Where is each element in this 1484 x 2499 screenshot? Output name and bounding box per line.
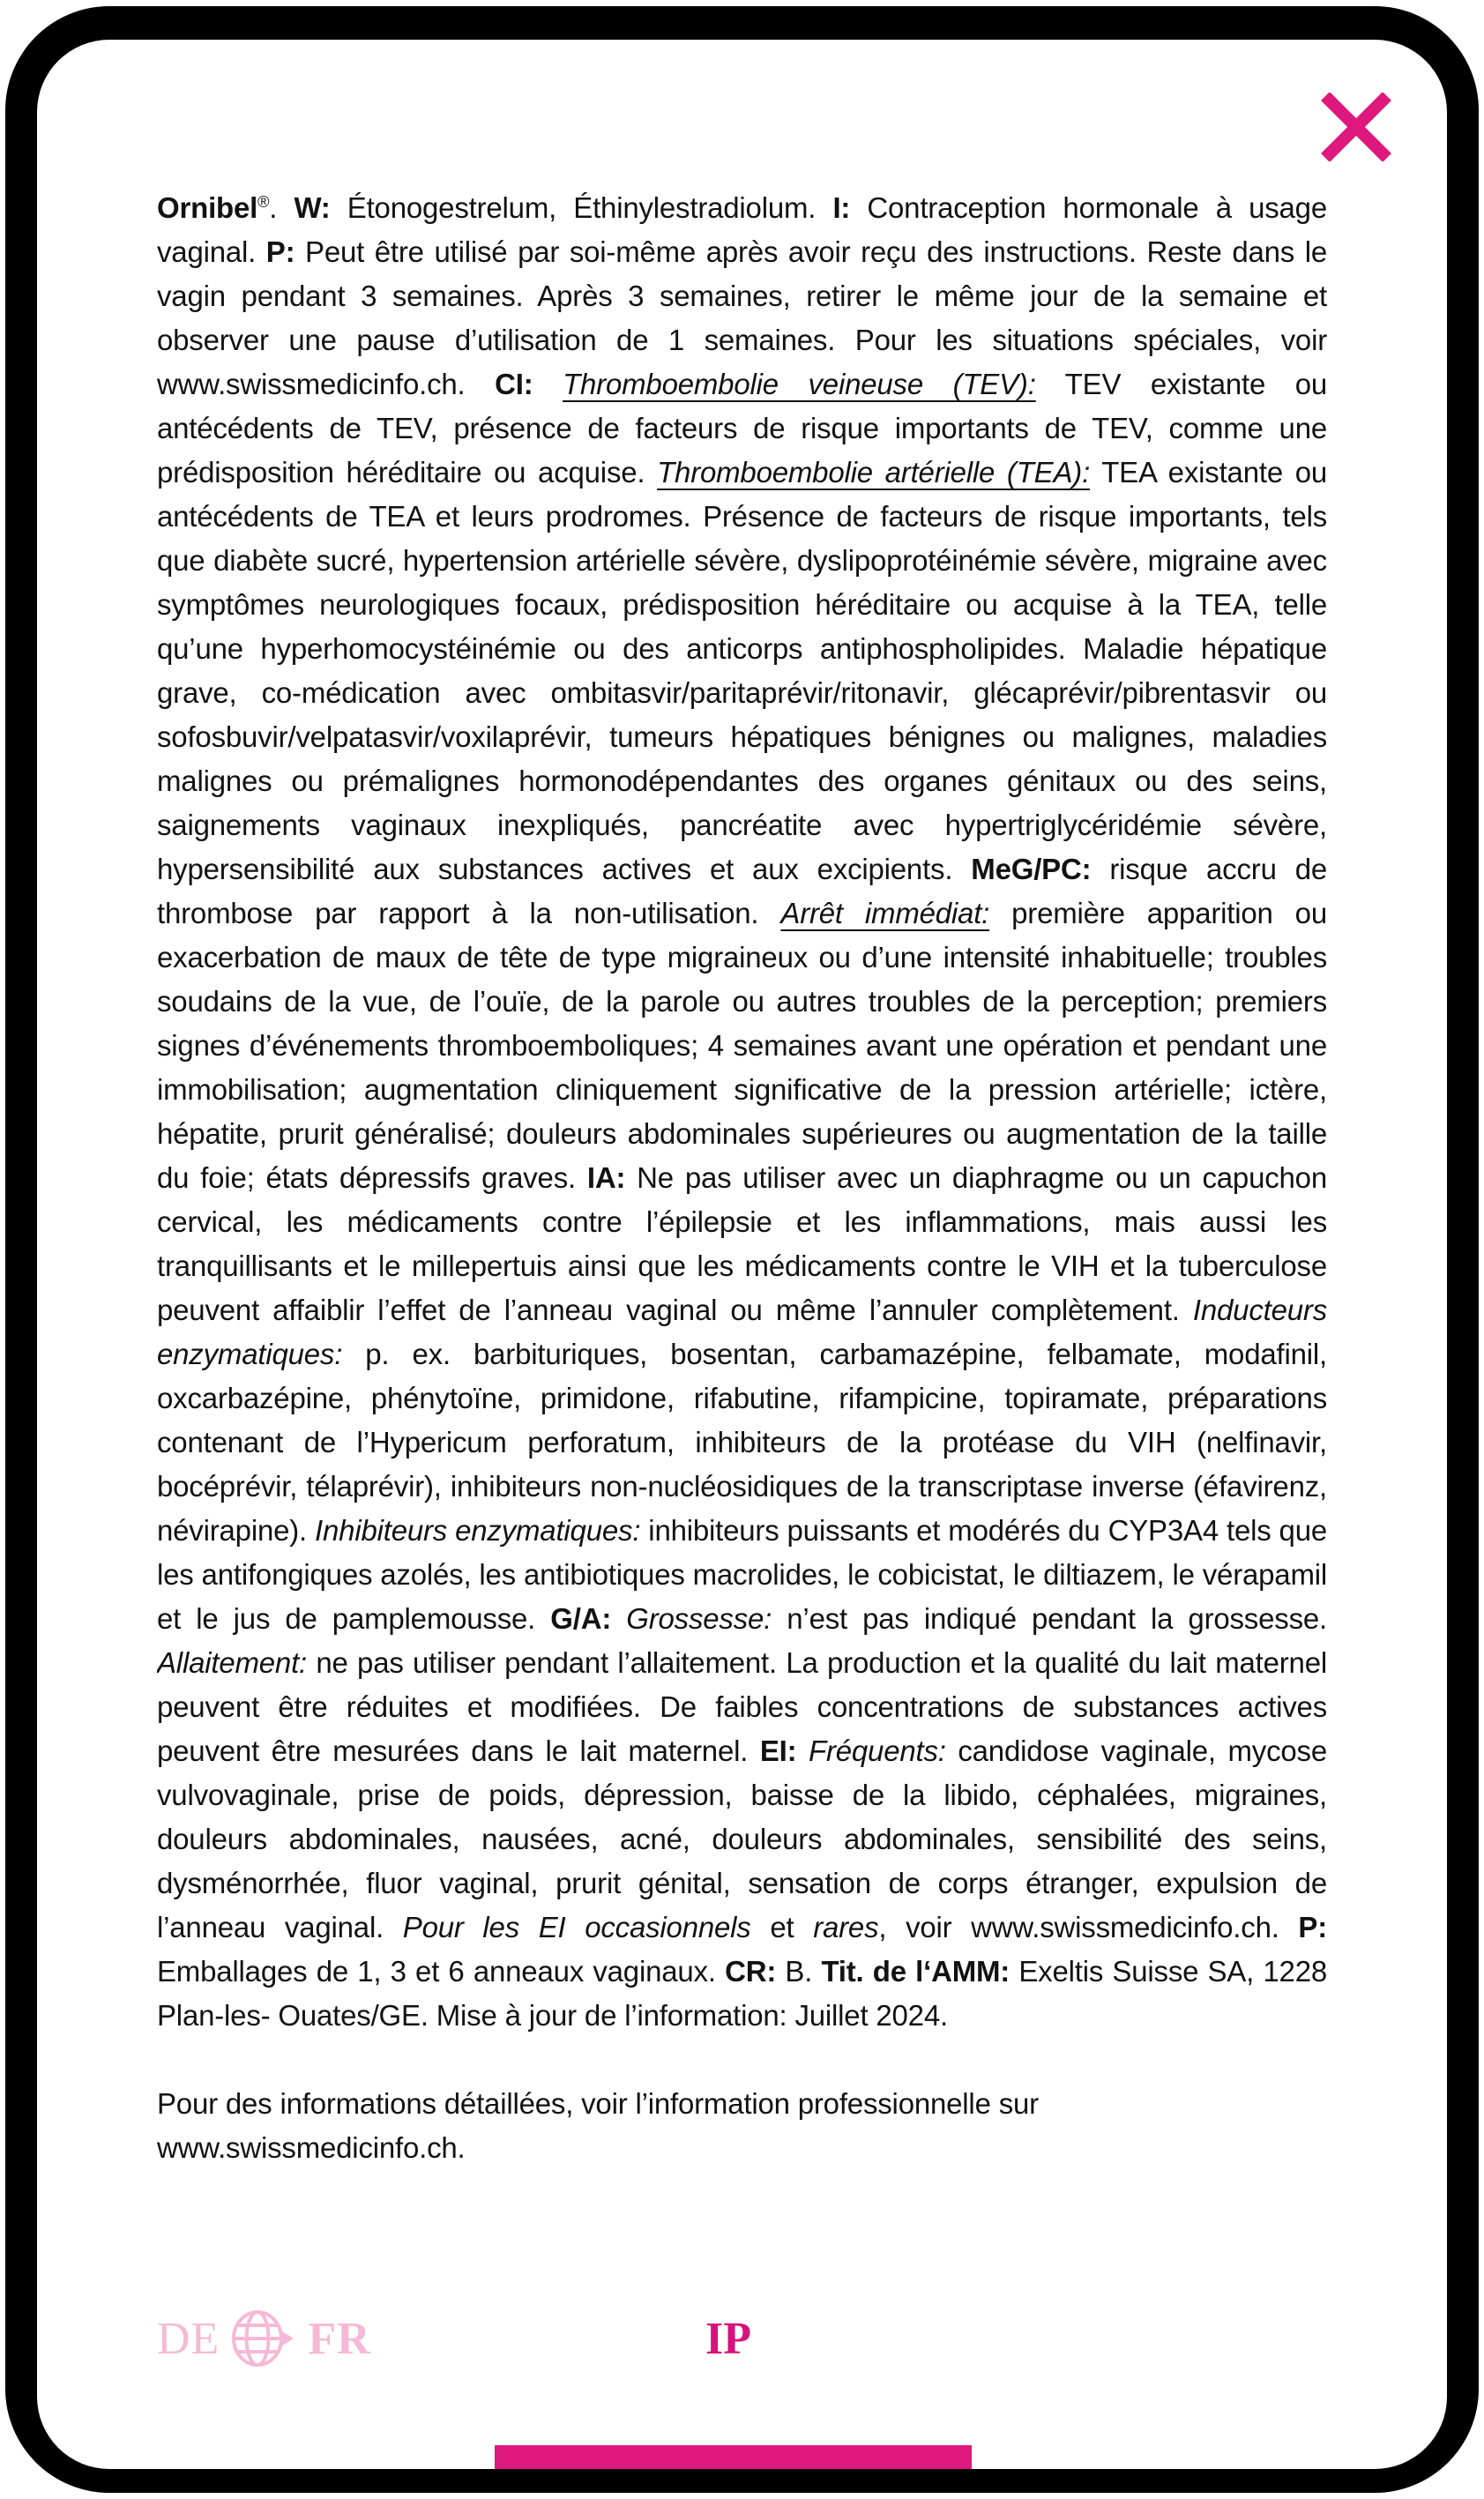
language-from-label: DE <box>157 2313 220 2364</box>
text-run: Inducteurs enzymatiques: <box>157 1294 1327 1370</box>
text-run: MeG/PC: <box>971 853 1092 885</box>
text-run: rares <box>813 1911 879 1943</box>
text-run: CI: <box>495 368 533 400</box>
text-run: risque accru de thrombose par rapport à la non-utilisation. <box>157 853 1327 929</box>
text-run: ® <box>257 193 270 211</box>
text-run: Thromboembolie artérielle (TEA): <box>657 456 1091 489</box>
text-run: et <box>750 1911 814 1943</box>
text-run: ne pas utiliser pendant l’allaitement. La production et la qualité du lait maternel peuvent être réduites et modifiées. De faibles concentrations de substances actives peuvent être mesurées dans le lait maternel. <box>157 1646 1327 1767</box>
text-run: Fréquents: <box>809 1734 946 1767</box>
globe-arrow-icon <box>232 2310 295 2367</box>
text-run: P: <box>265 235 295 268</box>
text-run: candidose vaginale, mycose vulvovaginale, prise de poids, dépression, baisse de la libido, céphalées, migraines, douleurs abdominales, nausées, acné, douleurs abdominales, sensibilité des seins, dysménorrhée, fluor vaginal, prurit génital, sensation de corps étranger, expulsion de l’anneau vaginal. <box>157 1734 1327 1943</box>
text-run: p. ex. barbituriques, bosentan, carbamazépine, felbamate, modafinil, oxcarbazépine, phénytoïne, primidone, rifabutine, rifampicine, topiramate, préparations contenant de l’Hypericum perforatum, inhibiteurs de la protéase du VIH (nelfinavir, bocéprévir, télaprévir), inhibiteurs non-nucléosidiques de la transcriptase inverse (éfavirenz, névirapine). <box>157 1338 1327 1547</box>
language-to-label: FR <box>308 2313 371 2364</box>
language-switch-button[interactable] <box>157 2308 371 2369</box>
close-icon <box>1320 93 1392 161</box>
text-run: W: <box>294 191 331 224</box>
text-run: EI: <box>759 1734 797 1767</box>
text-run: CR: <box>725 1955 777 1988</box>
text-run: Grossesse: <box>626 1602 772 1635</box>
text-run: TEA existante ou antécédents de TEA et leurs prodromes. Présence de facteurs de risque importants, tels que diabète sucré, hypertension artérielle sévère, dyslipoprotéinémie sévère, migraine avec symptômes neurologiques focaux, prédisposition héréditaire ou acquise à la TEA, telle qu’une hyperhomocystéinémie ou des anticorps antiphospholipides. Maladie hépatique grave, co-médication avec ombitasvir/paritaprévir/ritonavir, glécaprévir/pibrentasvir ou sofosbuvir/velpatasvir/voxilaprévir, tumeurs hépatiques bénignes ou malignes, maladies malignes ou prémalignes hormonodépendantes des organes génitaux ou des seins, saignements vaginaux inexpliqués, pancréatite avec hypertriglycéridémie sévère, hypersensibilité aux substances actives et aux excipients. <box>157 456 1327 885</box>
text-run: inhibiteurs puissants et modérés du CYP3A4 tels que les antifongiques azolés, les antibiotiques macrolides, le cobicistat, le diltiazem, le vérapamil et le jus de pamplemousse. <box>157 1514 1327 1635</box>
drug-information-text <box>157 186 1327 2204</box>
text-run: G/A: <box>550 1602 612 1635</box>
ip-link[interactable]: IP <box>705 2314 751 2364</box>
text-run: Allaitement: <box>157 1646 308 1679</box>
screen <box>37 40 1447 2469</box>
text-run: I: <box>832 191 851 224</box>
text-run: Exeltis Suisse SA, 1228 Plan-les- Ouates/GE. Mise à jour de l’information: Juillet 2024. <box>157 1955 1327 2032</box>
drug-info-footnote: Pour des informations détaillées, voir l’information professionnelle sur www.swissmedicinfo.ch. <box>157 2087 1039 2164</box>
close-button[interactable] <box>1320 93 1392 161</box>
bottom-accent-bar <box>495 2445 972 2469</box>
text-run: Ornibel <box>157 191 258 224</box>
text-run: Emballages de 1, 3 et 6 anneaux vaginaux. <box>157 1955 726 1988</box>
text-run: Arrêt immédiat: <box>780 897 990 929</box>
text-run: Pour les EI occasionnels <box>402 1911 751 1943</box>
text-run <box>533 368 563 400</box>
text-run: IA: <box>586 1161 626 1194</box>
text-run: , voir www.swissmedicinfo.ch. <box>878 1911 1299 1943</box>
drug-info-paragraph <box>157 186 1327 2038</box>
text-run <box>796 1734 809 1767</box>
text-run: n’est pas indiqué pendant la grossesse. <box>772 1602 1327 1635</box>
text-run: Ne pas utiliser avec un diaphragme ou un capuchon cervical, les médicaments contre l’épilepsie et les inflammations, mais aussi les tranquillisants et le millepertuis ainsi que les médicaments contre le VIH et la tuberculose peuvent affaiblir l’effet de l’anneau vaginal ou même l’annuler complètement. <box>157 1161 1327 1326</box>
device-frame <box>5 6 1479 2493</box>
text-run: Inhibiteurs enzymatiques: <box>315 1514 641 1547</box>
text-run: Tit. de l‘AMM: <box>821 1955 1010 1988</box>
text-run: . <box>269 191 295 224</box>
text-run: Contraception hormonale à usage vaginal. <box>157 191 1327 268</box>
text-run: Étonogestrelum, Éthinylestradiolum. <box>330 191 833 224</box>
text-run: Peut être utilisé par soi-même après avoir reçu des instructions. Reste dans le vagin pendant 3 semaines. Après 3 semaines, retirer le même jour de la semaine et observer une pause d’utilisation de 1 semaines. Pour les situations spéciales, voir www.swissmedicinfo.ch. <box>157 235 1327 400</box>
text-run: P: <box>1298 1911 1327 1943</box>
text-run: première apparition ou exacerbation de maux de tête de type migraineux ou d’une intensité inhabituelle; troubles soudains de la vue, de l’ouïe, de la parole ou autres troubles de la perception; premiers signes d’événements thromboemboliques; 4 semaines avant une opération et pendant une immobilisation; augmentation cliniquement significative de la pression artérielle; ictère, hépatite, prurit généralisé; douleurs abdominales supérieures ou augmentation de la taille du foie; états dépressifs graves. <box>157 897 1327 1194</box>
text-run: TEV existante ou antécédents de TEV, présence de facteurs de risque importants de TEV, comme une prédisposition héréditaire ou acquise. <box>157 368 1327 489</box>
text-run: B. <box>776 1955 822 1988</box>
text-run: Thromboembolie veineuse (TEV): <box>563 368 1036 400</box>
text-run <box>611 1602 626 1635</box>
